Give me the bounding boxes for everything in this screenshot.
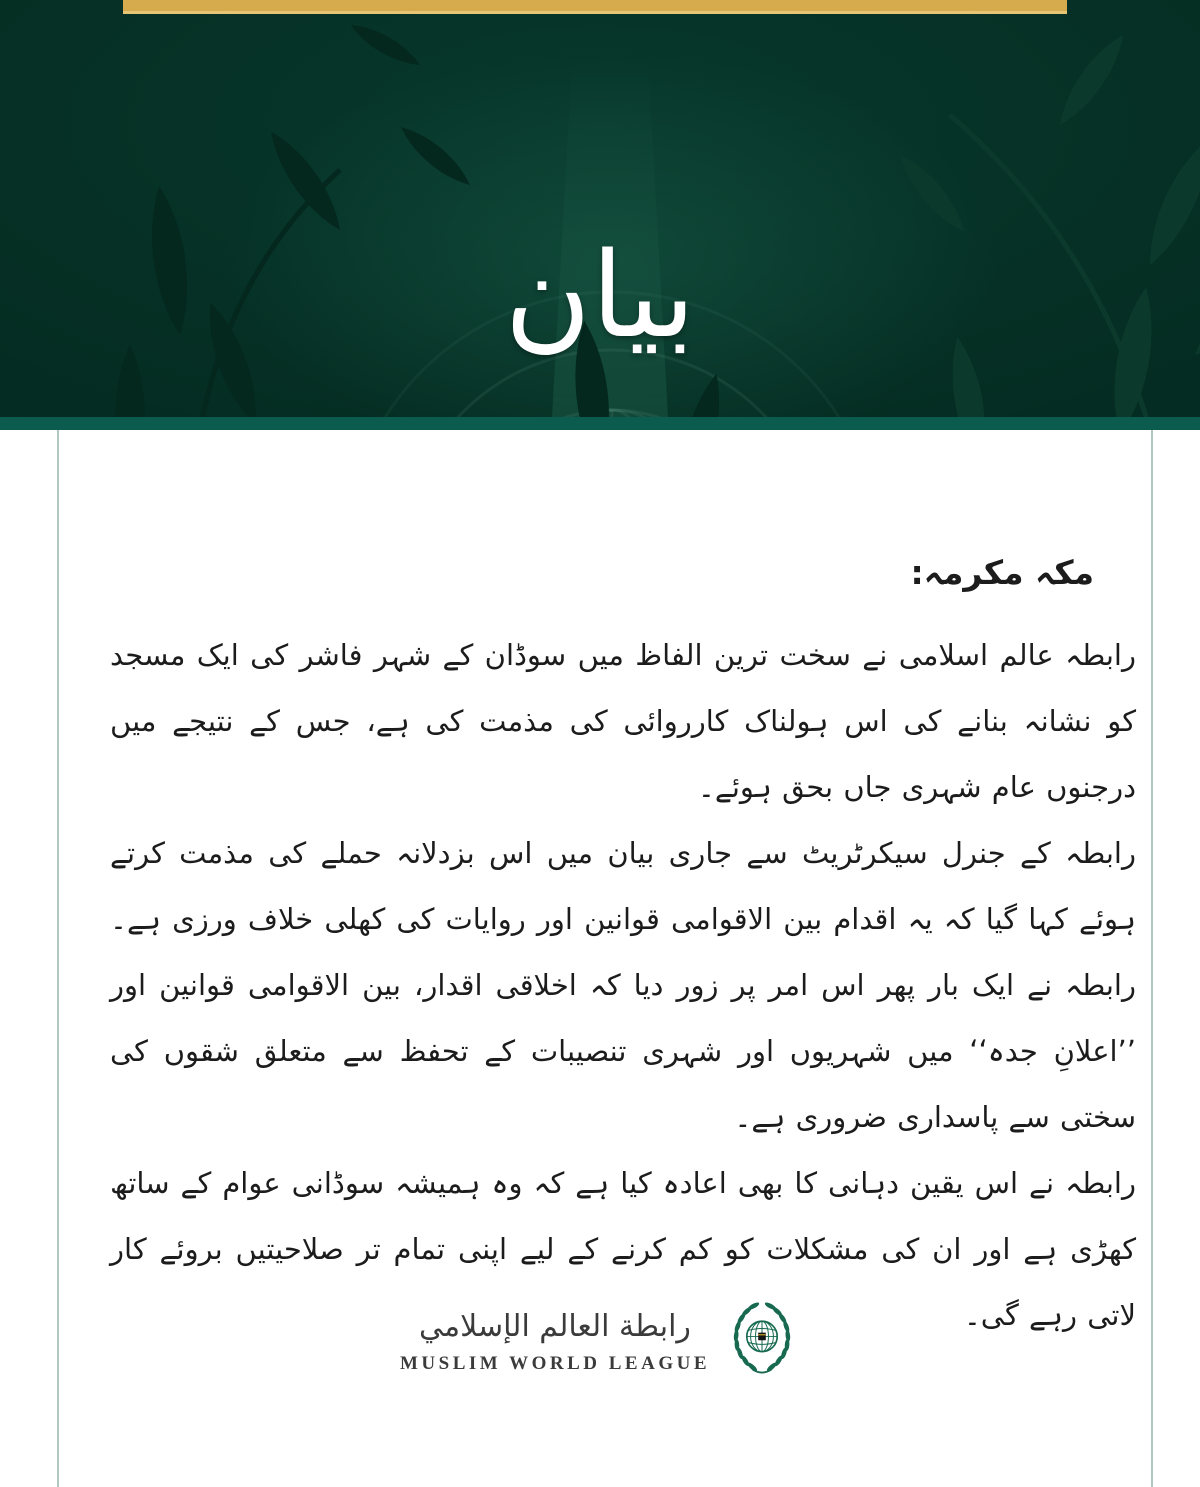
statement-paragraph-2: رابطہ کے جنرل سیکرٹریٹ سے جاری بیان میں اس بزدلانہ حملے کی مذمت کرتے ہوئے کہا گیا کہ یہ اقدام بین الاقوامی قوانین اور روایات کی کھلی خلاف ورزی ہے۔ رابطہ نے ایک بار پھر اس امر پر زور دیا کہ اخلاقی اقدار، بین الاقوامی قوانین اور ’’اعلانِ جدہ‘‘ میں شہریوں اور شہری تنصیبات کے تحفظ سے متعلق شقوں کی سختی سے پاسداری ضروری ہے۔: [110, 836, 1136, 1135]
statement-paragraph-3: رابطہ نے اس یقین دہانی کا بھی اعادہ کیا ہے کہ وہ ہمیشہ سوڈانی عوام کے ساتھ کھڑی ہے اور ان کی مشکلات کو کم کرنے کے لیے اپنی تمام تر صلاحیتیں بروئے کار لاتی رہے گی۔: [110, 1166, 1136, 1333]
header-banner: [0, 0, 1200, 417]
statement-paragraph-1: رابطہ عالم اسلامی نے سخت ترین الفاظ میں سوڈان کے شہر فاشر کی ایک مسجد کو نشانہ بنانے کی اس ہولناک کارروائی کی مذمت کی ہے، جس کے نتیجے میں درجنوں عام شہری جاں بحق ہوئے۔: [110, 638, 1136, 805]
logo-arabic-calligraphy: رابطة العالم الإسلامي: [419, 1309, 691, 1344]
wreath-globe-kaaba-emblem-icon: [724, 1296, 800, 1386]
teal-divider-band: [0, 417, 1200, 430]
statement-article: [110, 550, 1136, 1348]
footer-logo: [0, 1296, 1200, 1386]
logo-english-wordmark: MUSLIM WORLD LEAGUE: [399, 1353, 710, 1374]
page-title: بیان: [504, 226, 696, 364]
logo-wordmarks: [400, 1307, 710, 1375]
dateline-heading: مکہ مکرمہ:: [910, 553, 1094, 592]
gold-accent-bar: [123, 0, 1067, 14]
